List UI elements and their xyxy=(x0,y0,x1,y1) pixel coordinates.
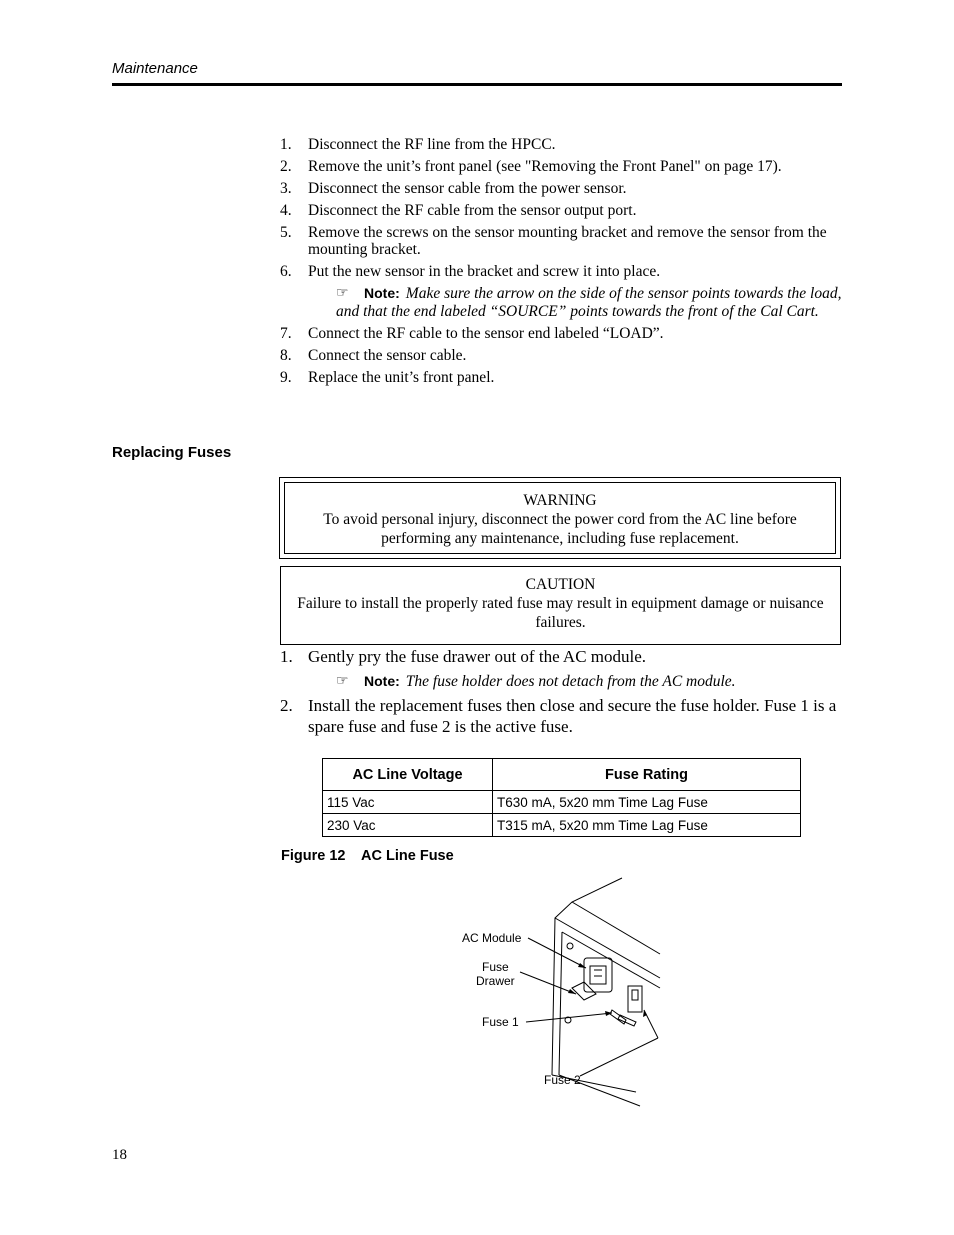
section-heading: Replacing Fuses xyxy=(112,444,232,461)
step-text: Gently pry the fuse drawer out of the AC module. xyxy=(308,647,647,666)
running-head: Maintenance xyxy=(112,60,198,77)
list-item xyxy=(280,263,845,280)
warning-body: To avoid personal injury, disconnect the power cord from the AC line before performing any maintenance, including fuse replacement. xyxy=(323,511,797,547)
pointing-hand-icon: ☞ xyxy=(336,673,349,689)
step-number: 2. xyxy=(280,158,292,175)
label-fuse-1: Fuse 1 xyxy=(482,1015,519,1029)
chassis-front-edge xyxy=(555,918,660,978)
pointing-hand-icon: ☞ xyxy=(336,285,349,301)
note xyxy=(280,285,845,320)
table-row xyxy=(323,814,801,837)
list-item xyxy=(280,695,845,737)
list-item xyxy=(280,202,845,219)
step-text: Install the replacement fuses then close and secure the fuse holder. Fuse 1 is a spare fuse and fuse 2 is the active fuse. xyxy=(308,695,837,736)
warning-title: WARNING xyxy=(523,492,597,509)
step-number: 1. xyxy=(280,647,293,666)
caution-box xyxy=(280,566,841,645)
list-item xyxy=(280,646,845,667)
step-text: Disconnect the RF line from the HPCC. xyxy=(308,136,556,153)
note-label: Note: xyxy=(364,285,400,301)
figure-caption: Figure 12 AC Line Fuse xyxy=(281,848,454,864)
step-number: 4. xyxy=(280,202,292,219)
note-text: Make sure the arrow on the side of the sensor points towards the load, and that the end labeled “SOURCE” points towards the front of the Cal Cart. xyxy=(336,285,842,320)
column-header: AC Line Voltage xyxy=(323,759,493,791)
screw xyxy=(567,943,573,949)
header-rule xyxy=(112,83,842,86)
list-item xyxy=(280,136,845,153)
table-header-row xyxy=(323,759,801,791)
list-item xyxy=(280,369,845,386)
note-label: Note: xyxy=(364,673,400,689)
table-cell: 230 Vac xyxy=(323,814,493,837)
step-text: Disconnect the RF cable from the sensor output port. xyxy=(308,202,637,219)
list-item xyxy=(280,224,845,258)
label-fuse-drawer-line2: Drawer xyxy=(476,974,515,988)
step-text: Disconnect the sensor cable from the power sensor. xyxy=(308,180,627,197)
list-item xyxy=(280,180,845,197)
note xyxy=(280,673,845,691)
step-text: Put the new sensor in the bracket and screw it into place. xyxy=(308,263,661,280)
table-row xyxy=(323,791,801,814)
caution-title: CAUTION xyxy=(525,576,596,593)
step-number: 6. xyxy=(280,263,292,280)
label-fuse-drawer: Fuse xyxy=(482,960,509,974)
step-text: Remove the unit’s front panel (see "Removing the Front Panel" on page 17). xyxy=(308,158,782,175)
chassis-top-edge xyxy=(572,902,660,954)
table-cell: T315 mA, 5x20 mm Time Lag Fuse xyxy=(493,814,801,837)
warning-box xyxy=(279,477,841,559)
caution-body: Failure to install the properly rated fuse may result in equipment damage or nuisance failures. xyxy=(297,595,824,631)
table-cell: 115 Vac xyxy=(323,791,493,814)
step-number: 9. xyxy=(280,369,292,386)
step-text: Connect the sensor cable. xyxy=(308,347,467,364)
list-item xyxy=(280,158,845,175)
step-number: 1. xyxy=(280,136,292,153)
step-number: 5. xyxy=(280,224,292,241)
sensor-steps-list xyxy=(280,136,845,386)
list-item xyxy=(280,325,845,342)
fuse-steps-list xyxy=(280,646,845,737)
step-text: Remove the screws on the sensor mounting bracket and remove the sensor from the mounting bracket. xyxy=(308,224,827,258)
step-number: 7. xyxy=(280,325,292,342)
label-ac-module: AC Module xyxy=(462,931,522,945)
fuse-rating-table xyxy=(322,758,801,837)
step-text: Replace the unit’s front panel. xyxy=(308,369,495,386)
step-number: 8. xyxy=(280,347,292,364)
step-text: Connect the RF cable to the sensor end labeled “LOAD”. xyxy=(308,325,664,342)
table-cell: T630 mA, 5x20 mm Time Lag Fuse xyxy=(493,791,801,814)
step-number: 2. xyxy=(280,695,293,715)
ac-line-fuse-diagram xyxy=(440,870,680,1110)
note-text: The fuse holder does not detach from the AC module. xyxy=(405,673,736,690)
step-number: 3. xyxy=(280,180,292,197)
column-header: Fuse Rating xyxy=(493,759,801,791)
page-number: 18 xyxy=(112,1147,127,1163)
label-fuse-2: Fuse 2 xyxy=(544,1073,581,1087)
list-item xyxy=(280,347,845,364)
